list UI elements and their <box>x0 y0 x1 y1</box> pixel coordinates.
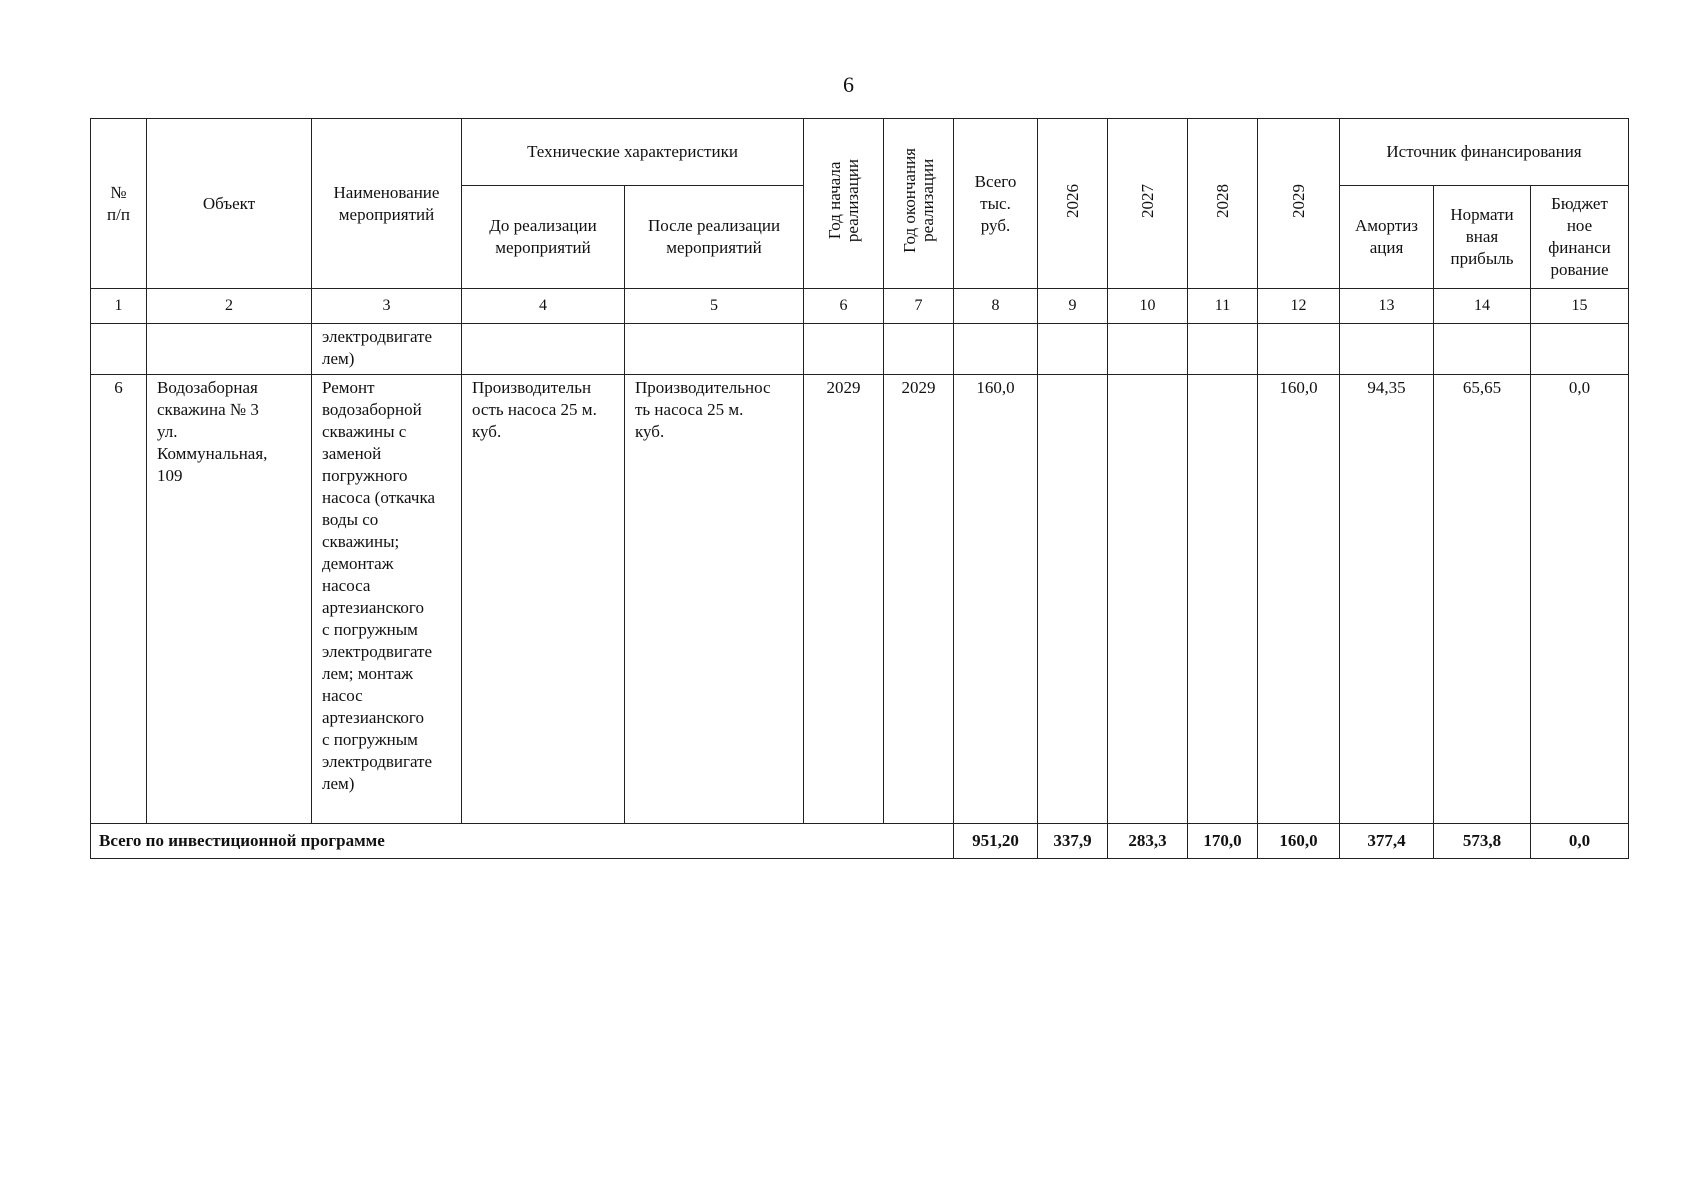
header-2027-label: 2027 <box>1137 183 1157 218</box>
column-number: 14 <box>1434 289 1531 324</box>
header-2028 <box>1188 119 1258 289</box>
row-2027 <box>1108 375 1188 824</box>
row-2029: 160,0 <box>1258 375 1340 824</box>
header-tech-characteristics: Технические характеристики <box>462 119 804 186</box>
header-tech-after: После реализации мероприятий <box>625 186 804 289</box>
row-normative-profit: 65,65 <box>1434 375 1531 824</box>
column-number: 8 <box>954 289 1038 324</box>
totals-normative-profit: 573,8 <box>1434 824 1531 859</box>
column-number: 13 <box>1340 289 1434 324</box>
row-tech-after: Производительнос ть насоса 25 м. куб. <box>625 375 804 824</box>
column-number: 7 <box>884 289 954 324</box>
investment-program-table <box>90 118 1629 859</box>
totals-2028: 170,0 <box>1188 824 1258 859</box>
column-number: 12 <box>1258 289 1340 324</box>
column-number: 2 <box>147 289 312 324</box>
column-number: 3 <box>312 289 462 324</box>
column-number: 11 <box>1188 289 1258 324</box>
row-year-start: 2029 <box>804 375 884 824</box>
header-2029 <box>1258 119 1340 289</box>
column-number: 6 <box>804 289 884 324</box>
header-2029-label: 2029 <box>1288 183 1308 218</box>
header-num: № п/п <box>91 119 147 289</box>
row-measure: Ремонт водозаборной скважины с заменой погружного насоса (откачка воды со скважины; демонтаж насоса артезианского с погружным электродвигате лем; монтаж насос артезианского с погружным электродвигате лем) <box>312 375 462 824</box>
header-2026-label: 2026 <box>1062 183 1082 218</box>
row-tech-before: Производительн ость насоса 25 м. куб. <box>462 375 625 824</box>
totals-label: Всего по инвестиционной программе <box>91 824 954 859</box>
header-2026 <box>1038 119 1108 289</box>
totals-2029: 160,0 <box>1258 824 1340 859</box>
header-total: Всего тыс. руб. <box>954 119 1038 289</box>
continuation-row <box>91 324 1629 375</box>
header-2028-label: 2028 <box>1212 183 1232 218</box>
row-object: Водозаборная скважина № 3 ул. Коммунальная, 109 <box>147 375 312 824</box>
column-numbers-row <box>91 289 1629 324</box>
column-number: 1 <box>91 289 147 324</box>
totals-budget: 0,0 <box>1531 824 1629 859</box>
totals-amortization: 377,4 <box>1340 824 1434 859</box>
header-measure-name: Наименование мероприятий <box>312 119 462 289</box>
row-num: 6 <box>91 375 147 824</box>
header-year-end <box>884 119 954 289</box>
totals-row <box>91 824 1629 859</box>
header-budget-financing: Бюджет ное финанси рование <box>1531 186 1629 289</box>
column-number: 10 <box>1108 289 1188 324</box>
page-number: 6 <box>843 72 854 97</box>
header-finance-source: Источник финансирования <box>1340 119 1629 186</box>
header-2027 <box>1108 119 1188 289</box>
column-number: 9 <box>1038 289 1108 324</box>
totals-2026: 337,9 <box>1038 824 1108 859</box>
row-2028 <box>1188 375 1258 824</box>
header-amortization: Амортиз ация <box>1340 186 1434 289</box>
continuation-measure-text: электродвигате лем) <box>312 324 462 375</box>
totals-total: 951,20 <box>954 824 1038 859</box>
table-row <box>91 375 1629 824</box>
header-row-1 <box>91 119 1629 186</box>
header-object: Объект <box>147 119 312 289</box>
row-2026 <box>1038 375 1108 824</box>
row-year-end: 2029 <box>884 375 954 824</box>
row-budget: 0,0 <box>1531 375 1629 824</box>
totals-2027: 283,3 <box>1108 824 1188 859</box>
row-amortization: 94,35 <box>1340 375 1434 824</box>
header-year-end-label: Год окончания реализации <box>899 148 937 253</box>
column-number: 5 <box>625 289 804 324</box>
header-normative-profit: Нормати вная прибыль <box>1434 186 1531 289</box>
row-total: 160,0 <box>954 375 1038 824</box>
header-year-start-label: Год начала реализации <box>824 158 862 243</box>
column-number: 4 <box>462 289 625 324</box>
column-number: 15 <box>1531 289 1629 324</box>
header-year-start <box>804 119 884 289</box>
header-tech-before: До реализации мероприятий <box>462 186 625 289</box>
